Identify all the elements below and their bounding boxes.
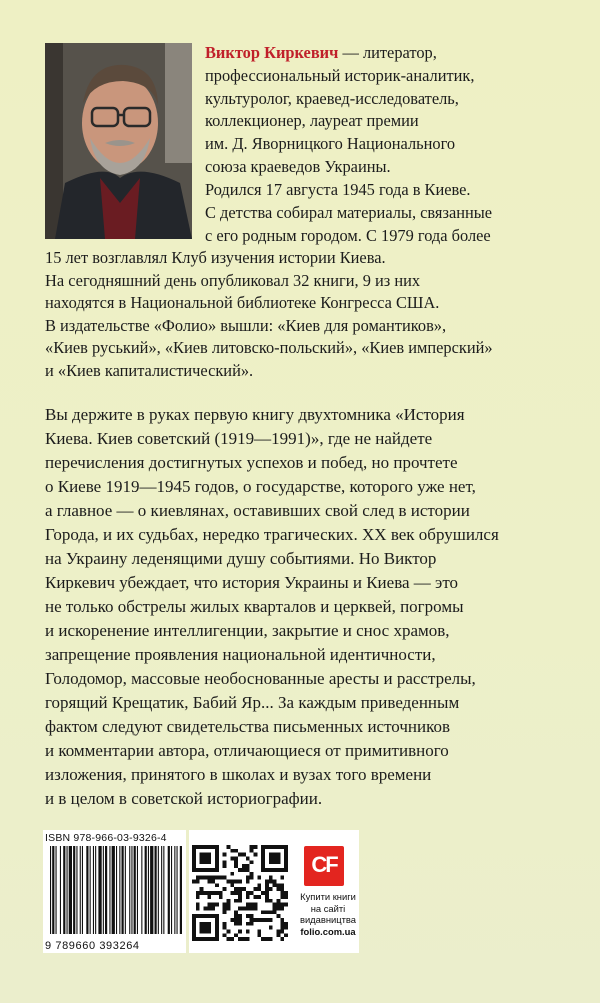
annotation-line: на Украину леденящими душу событиями. Но Виктор — [45, 549, 437, 568]
bio-line-1: Виктор Киркевич — литератор, — [205, 43, 437, 62]
bio-line: профессиональный историк-аналитик, — [205, 66, 475, 85]
publisher-site-note[interactable]: Купити книги на сайті видавництва folio.com.ua — [299, 891, 357, 937]
annotation-line: Вы держите в руках первую книгу двухтомника «История — [45, 405, 465, 424]
annotation-line: фактом следуют свидетельства письменных источников — [45, 717, 451, 736]
publisher-logo: CF — [304, 846, 344, 886]
annotation-line: горящий Крещатик, Бабий Яр... За каждым приведенным — [45, 693, 460, 712]
annotation-line: Киева. Киев советский (1919—1991)», где не найдете — [45, 429, 433, 448]
annotation-line: запрещение проявления национальной идентичности, — [45, 645, 436, 664]
bio-line: и «Киев капиталистический». — [45, 361, 254, 380]
bio-line: На сегодняшний день опубликовал 32 книги, 9 из них — [45, 271, 421, 290]
annotation-line: не только обстрелы жилых кварталов и церквей, погромы — [45, 597, 464, 616]
annotation-line: Киркевич убеждает, что история Украины и Киева — это — [45, 573, 459, 592]
annotation-line: Голодомор, массовые необоснованные аресты и расстрелы, — [45, 669, 476, 688]
bio-line: С детства собирал материалы, связанные — [205, 203, 493, 222]
bio-line: «Киев руський», «Киев литовско-польский», «Киев имперский» — [45, 338, 493, 357]
author-name: Виктор Киркевич — [205, 43, 339, 62]
author-photo — [45, 43, 192, 239]
barcode-icon — [48, 846, 182, 940]
annotation-line: а главное — о киевлянах, оставивших свой след в истории — [45, 501, 470, 520]
annotation-line: о Киеве 1919—1945 годов, о государстве, которого уже нет, — [45, 477, 476, 496]
bio-line: Родился 17 августа 1945 года в Киеве. — [205, 180, 471, 199]
annotation-line: и в целом в советской историографии. — [45, 789, 323, 808]
annotation-line: Города, и их судьбах, нередко трагических. XX век обрушился — [45, 525, 499, 544]
annotation-line: перечисления достигнутых успехов и побед, но прочтете — [45, 453, 458, 472]
bio-line: с его родным городом. С 1979 года более — [205, 226, 491, 245]
annotation-line: и комментарии автора, отличающиеся от примитивного — [45, 741, 449, 760]
publisher-url-link[interactable]: folio.com.ua — [300, 925, 356, 937]
annotation-line: и искоренение интеллигенции, закрытие и снос храмов, — [45, 621, 450, 640]
bio-line: В издательстве «Фолио» вышли: «Киев для романтиков», — [45, 316, 447, 335]
isbn-number: ISBN 978-966-03-9326-4 — [45, 832, 167, 844]
bio-line: 15 лет возглавлял Клуб изучения истории Киева. — [45, 248, 386, 267]
bio-line: союза краеведов Украины. — [205, 157, 391, 176]
bio-line: находятся в Национальной библиотеке Конгресса США. — [45, 293, 440, 312]
bio-line: культуролог, краевед-исследователь, — [205, 89, 459, 108]
bio-line: им. Д. Яворницкого Национального — [205, 134, 456, 153]
bio-line: коллекционер, лауреат премии — [205, 111, 419, 130]
annotation-line: изложения, принятого в школах и вузах того времени — [45, 765, 432, 784]
barcode-digits: 9 789660 393264 — [45, 940, 140, 952]
qr-code-icon — [192, 845, 288, 941]
